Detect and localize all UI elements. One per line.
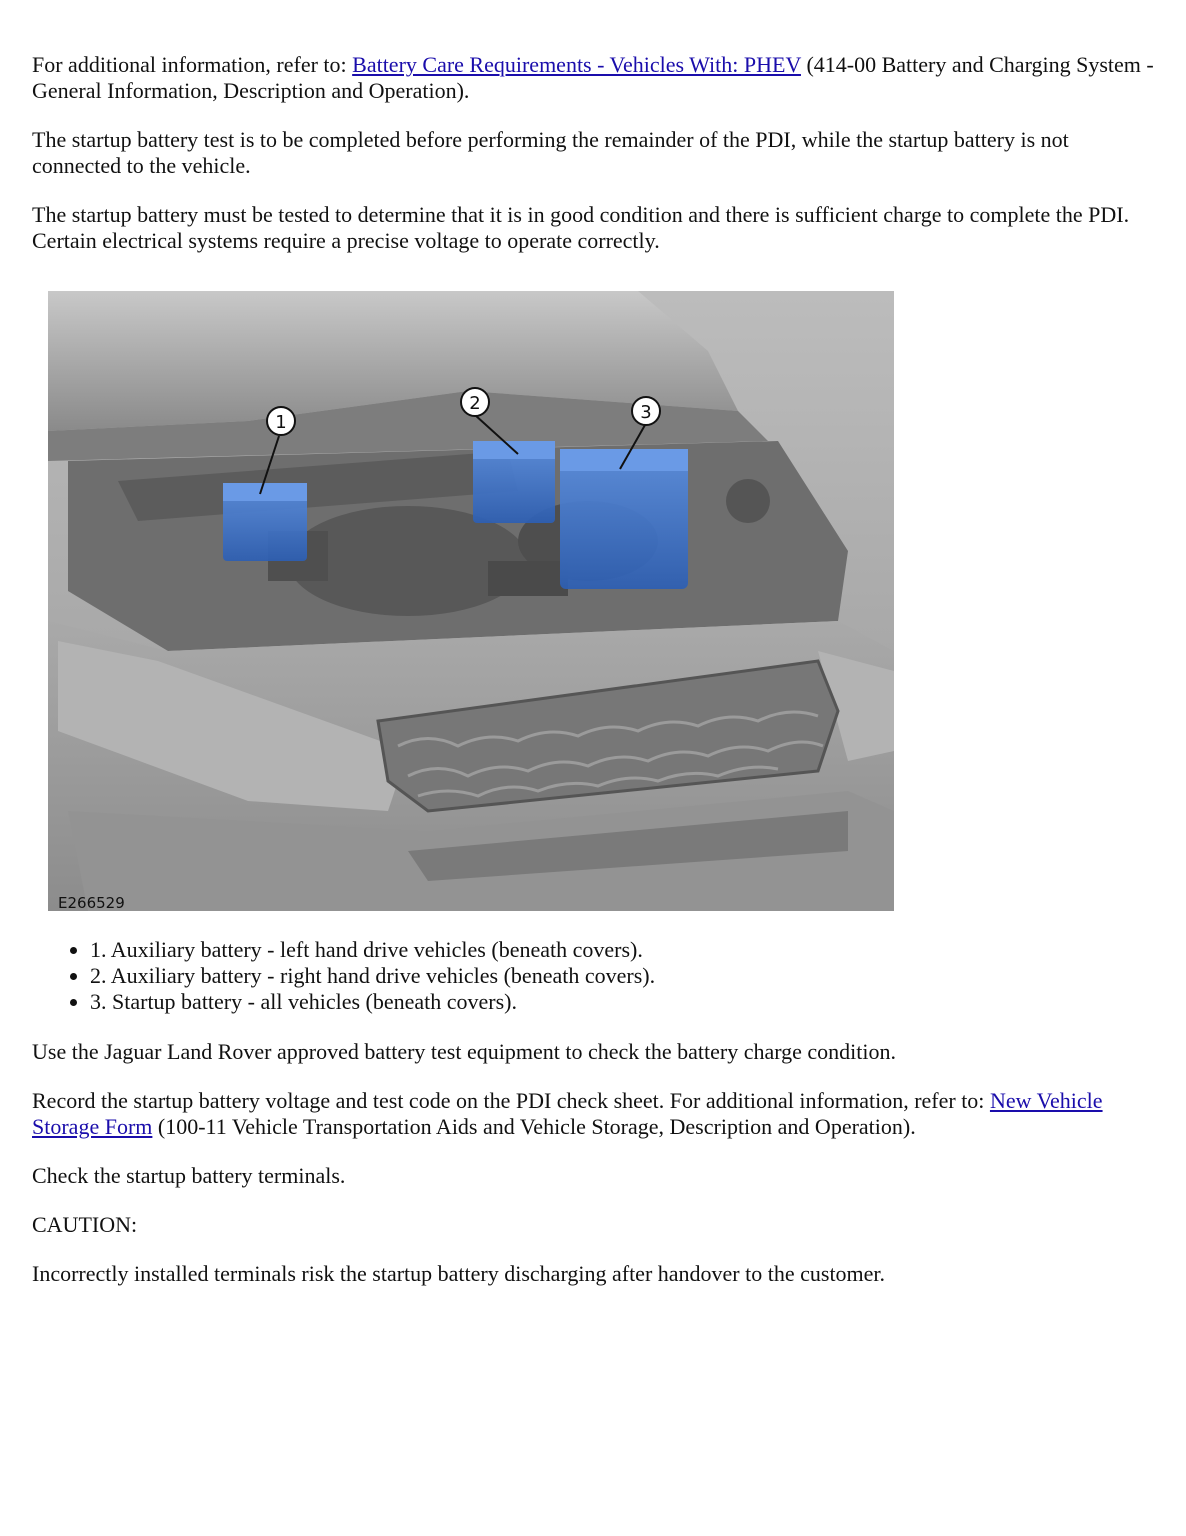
legend-item: • 1. Auxiliary battery - left hand drive vehicles (beneath covers). bbox=[90, 937, 1162, 963]
vehicle-illustration bbox=[48, 291, 894, 911]
figure-id: E266529 bbox=[58, 894, 125, 912]
startup-battery bbox=[560, 449, 688, 589]
callout-3-label: 3 bbox=[640, 402, 652, 423]
callout-1-label: 1 bbox=[275, 412, 287, 433]
engine-bay-figure bbox=[48, 291, 894, 911]
reservoir bbox=[726, 479, 770, 523]
caution-text: Incorrectly installed terminals risk the startup battery discharging after handover to the customer. bbox=[32, 1261, 886, 1286]
engine-part bbox=[488, 561, 568, 596]
condition-paragraph: The startup battery must be tested to determine that it is in good condition and there is sufficient charge to complete the PDI. Certain electrical systems require a precise voltage to operate correctly. bbox=[32, 202, 1130, 253]
battery-care-link[interactable]: Battery Care Requirements - Vehicles With: PHEV bbox=[352, 52, 801, 77]
caution-label: CAUTION: bbox=[32, 1212, 138, 1237]
callout-2-label: 2 bbox=[469, 393, 481, 414]
intro-paragraph bbox=[32, 52, 1162, 104]
auxiliary-battery-lhd bbox=[223, 483, 307, 561]
equipment-paragraph: Use the Jaguar Land Rover approved battery test equipment to check the battery charge condition. bbox=[32, 1039, 897, 1064]
record-suffix: (100-11 Vehicle Transportation Aids and Vehicle Storage, Description and Operation). bbox=[157, 1114, 916, 1139]
legend-item: • 3. Startup battery - all vehicles (beneath covers). bbox=[90, 989, 1162, 1015]
terminals-paragraph: Check the startup battery terminals. bbox=[32, 1163, 346, 1188]
intro-prefix: For additional information, refer to: bbox=[32, 52, 347, 77]
intro-suffix: (414-00 Battery and Charging System - General Information, Description and Operation). bbox=[32, 52, 1154, 103]
test-order-paragraph: The startup battery test is to be completed before performing the remainder of the PDI, while the startup battery is not connected to the vehicle. bbox=[32, 127, 1069, 178]
legend-item: • 2. Auxiliary battery - right hand drive vehicles (beneath covers). bbox=[90, 963, 1162, 989]
document-page bbox=[32, 52, 1162, 1310]
storage-form-link[interactable]: New Vehicle Storage Form bbox=[32, 1088, 1103, 1139]
record-prefix: Record the startup battery voltage and test code on the PDI check sheet. For additional information, refer to: bbox=[32, 1088, 985, 1113]
callout-3 bbox=[632, 397, 660, 425]
callout-1 bbox=[267, 407, 295, 435]
figure-legend bbox=[32, 937, 1162, 1015]
record-paragraph bbox=[32, 1088, 1162, 1140]
auxiliary-battery-rhd bbox=[473, 441, 555, 523]
callout-2 bbox=[461, 388, 489, 416]
